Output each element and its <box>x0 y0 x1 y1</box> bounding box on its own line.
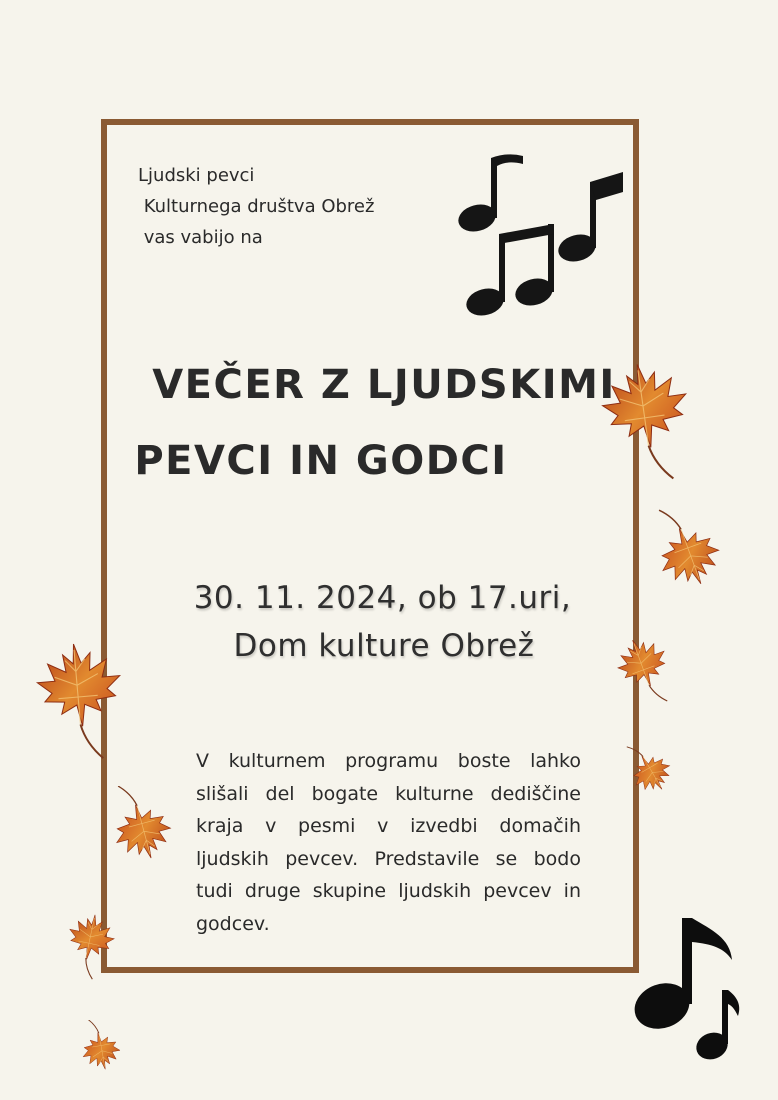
maple-leaf-icon <box>620 742 676 802</box>
maple-leaf-icon <box>644 508 726 600</box>
event-place: Dom kulture Obrež <box>233 628 535 664</box>
maple-leaf-icon <box>608 634 680 710</box>
intro-line-1: Ljudski pevci <box>138 165 255 186</box>
invitation-intro <box>138 160 374 253</box>
title-line-1: VEČER Z LJUDSKIMI <box>152 362 616 408</box>
music-notes-icon <box>455 152 635 324</box>
maple-leaf-icon <box>72 1020 126 1078</box>
title-line-2: PEVCI IN GODCI <box>134 438 508 484</box>
program-description: V kulturnem programu boste lahko slišali del bogate kulturne dediščine kraja v pesmi v izvedbi domačih ljudskih pevcev. Predstavile se bodo tudi druge skupine ljudskih pevcev in godcev. <box>196 750 581 935</box>
maple-leaf-icon <box>588 356 708 486</box>
intro-line-3: vas vabijo na <box>138 227 263 248</box>
maple-leaf-icon <box>60 910 126 980</box>
intro-line-2: Kulturnega društva Obrež <box>138 196 375 217</box>
maple-leaf-icon <box>98 786 180 872</box>
maple-leaf-icon <box>22 636 142 764</box>
music-note-icon <box>632 912 744 1064</box>
event-datetime: 30. 11. 2024, ob 17.uri, <box>193 580 572 616</box>
